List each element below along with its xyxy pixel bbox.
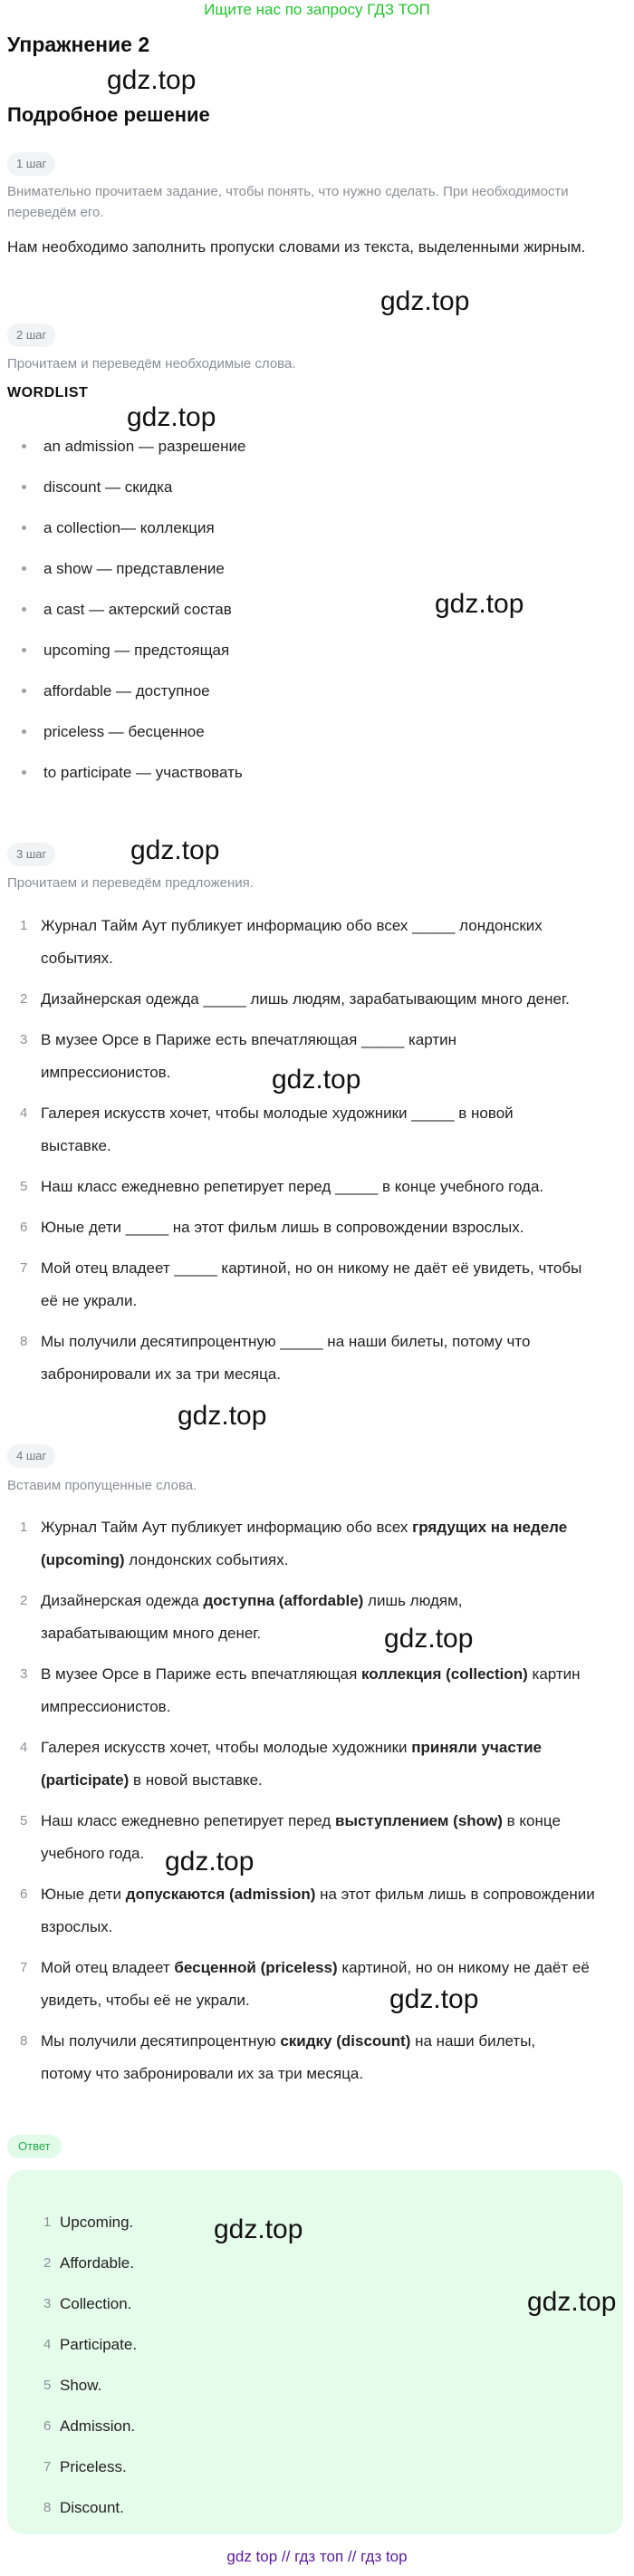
page-title: Упражнение 2 [7, 33, 150, 56]
list-item: 3 В музее Орсе в Париже есть впечатляющая _____ картин импрессионистов. [20, 1031, 457, 1081]
watermark: gdz.top [272, 1065, 361, 1095]
bullet-icon [22, 729, 26, 734]
step-2-note: Прочитаем и переведём необходимые слова. [7, 356, 296, 371]
list-item: a cast — актерский состав [7, 589, 245, 630]
list-item: 2 Дизайнерская одежда доступна (affordable) лишь людям, зарабатывающим много денег. [20, 1592, 463, 1642]
bullet-icon [22, 689, 26, 693]
answer-list [7, 2202, 137, 2528]
list-item: upcoming — предстоящая [7, 630, 245, 671]
list-item: 3 Collection. [43, 2295, 132, 2312]
sentence-list [7, 910, 623, 1399]
list-item: 1 Upcoming. [43, 2214, 134, 2231]
bullet-icon [22, 566, 26, 571]
list-item: affordable — доступное [7, 671, 245, 711]
list-item: discount — скидка [7, 467, 245, 507]
watermark: gdz.top [214, 2214, 303, 2244]
list-item: 4 Галерея искусств хочет, чтобы молодые художники приняли участие (participate) в новой выставке. [20, 1739, 543, 1789]
answer-badge: Ответ [7, 2135, 62, 2158]
step-badge-4: 4 шаг [7, 1444, 55, 1468]
list-item: to participate — участвовать [7, 752, 245, 793]
list-item: a show — представление [7, 548, 245, 589]
section-title: Подробное решение [7, 103, 210, 126]
list-item: 5 Наш класс ежедневно репетирует перед _____ в конце учебного года. [20, 1178, 544, 1195]
list-item: 6 Юные дети _____ на этот фильм лишь в сопровождении взрослых. [20, 1219, 524, 1236]
watermark: gdz.top [389, 1984, 479, 2014]
watermark: gdz.top [165, 1847, 255, 1877]
list-item: 8 Мы получили десятипроцентную скидку (discount) на наши билеты, потому что забронировали их за три месяца. [20, 2032, 536, 2082]
list-item: an admission — разрешение [7, 426, 245, 467]
top-search-link[interactable]: Ищите нас по запросу ГДЗ ТОП [204, 1, 430, 18]
footer-links[interactable]: gdz top // гдз топ // гдз top [226, 2548, 408, 2565]
step-1-note: Внимательно прочитаем задание, чтобы понять, что нужно сделать. При необходимости переведём его. [7, 184, 569, 220]
list-item: 5 Show. [43, 2377, 102, 2394]
watermark: gdz.top [527, 2287, 617, 2317]
list-item: 7 Мой отец владеет _____ картиной, но он никому не даёт её увидеть, чтобы её не украли. [20, 1259, 582, 1309]
wordlist [7, 426, 245, 793]
watermark: gdz.top [178, 1401, 267, 1431]
answer-sentence-list [7, 1511, 623, 2098]
bullet-icon [22, 648, 26, 652]
list-item: 3 В музее Орсе в Париже есть впечатляющая коллекция (collection) картин импрессионистов. [20, 1665, 581, 1715]
watermark: gdz.top [384, 1624, 474, 1654]
step-1-text: Нам необходимо заполнить пропуски словами из текста, выделенными жирным. [7, 238, 586, 256]
list-item: 8 Мы получили десятипроцентную _____ на наши билеты, потому что забронировали их за три месяца. [20, 1333, 531, 1383]
step-badge-3: 3 шаг [7, 843, 55, 866]
list-item: 2 Affordable. [43, 2254, 134, 2272]
list-item: 1 Журнал Тайм Аут публикует информацию обо всех грядущих на неделе (upcoming) лондонских событиях. [20, 1519, 568, 1568]
step-4-note: Вставим пропущенные слова. [7, 1478, 197, 1493]
list-item: 8 Discount. [43, 2499, 124, 2516]
watermark: gdz.top [127, 402, 216, 432]
list-item: 7 Мой отец владеет бесценной (priceless) картиной, но он никому не даёт её увидеть, чтобы её не украли. [20, 1959, 590, 2009]
list-item: priceless — бесценное [7, 711, 245, 752]
watermark: gdz.top [107, 65, 197, 95]
list-item: 6 Юные дети допускаются (admission) на этот фильм лишь в сопровождении взрослых. [20, 1886, 595, 1935]
bullet-icon [22, 526, 26, 530]
step-3-note: Прочитаем и переведём предложения. [7, 875, 254, 891]
list-item: 5 Наш класс ежедневно репетирует перед выступлением (show) в конце учебного года. [20, 1812, 561, 1862]
list-item: a collection— коллекция [7, 507, 245, 548]
list-item: 2 Дизайнерская одежда _____ лишь людям, зарабатывающим много денег. [20, 990, 570, 1008]
watermark: gdz.top [380, 286, 470, 316]
list-item: 4 Participate. [43, 2336, 138, 2353]
list-item: 1 Журнал Тайм Аут публикует информацию обо всех _____ лондонских событиях. [20, 917, 543, 967]
watermark: gdz.top [130, 835, 220, 865]
step-badge-1: 1 шаг [7, 152, 55, 176]
wordlist-title: WORDLIST [7, 385, 89, 400]
watermark: gdz.top [435, 589, 524, 619]
list-item: 4 Галерея искусств хочет, чтобы молодые художники _____ в новой выставке. [20, 1105, 514, 1154]
bullet-icon [22, 607, 26, 612]
list-item: 6 Admission. [43, 2417, 136, 2435]
bullet-icon [22, 444, 26, 449]
step-badge-2: 2 шаг [7, 323, 55, 347]
bullet-icon [22, 770, 26, 775]
bullet-icon [22, 485, 26, 489]
list-item: 7 Priceless. [43, 2458, 127, 2475]
